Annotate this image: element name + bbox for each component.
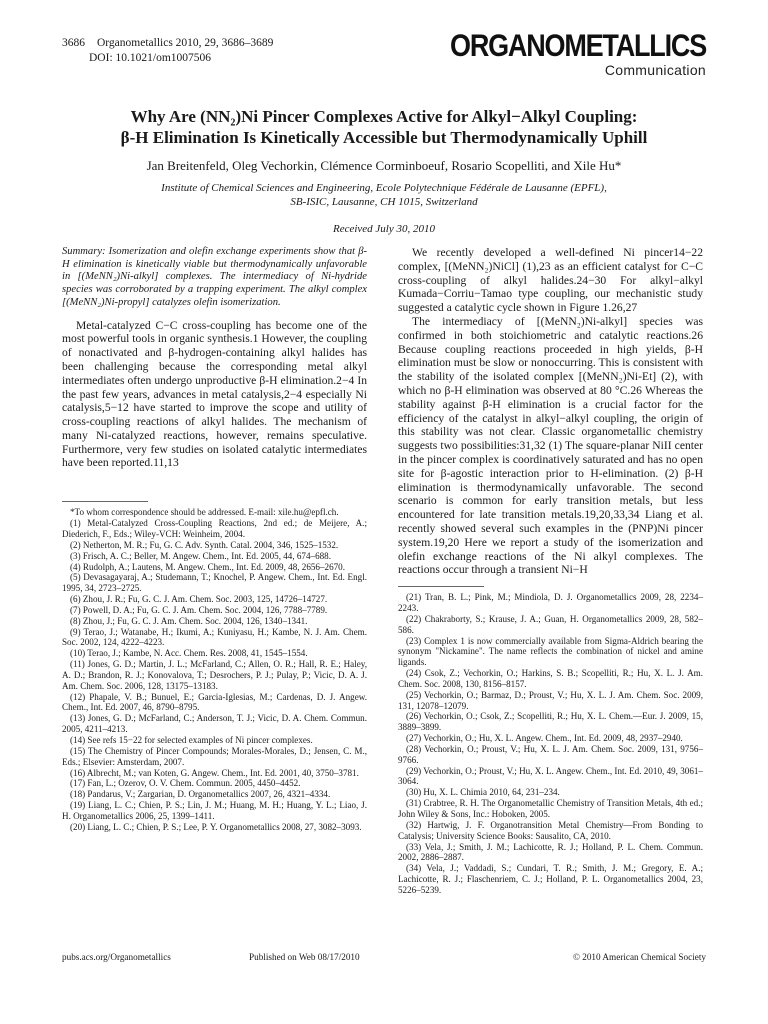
- reference-entry: (27) Vechorkin, O.; Hu, X. L. Angew. Chem., Int. Ed. 2009, 48, 2937–2940.: [406, 733, 683, 744]
- reference-entry: (8) Zhou, J.; Fu, G. C. J. Am. Chem. Soc. 2004, 126, 1340–1341.: [70, 615, 308, 626]
- body-text-right: [398, 246, 703, 577]
- reference-entry: (14) See refs 15−22 for selected examples of Ni pincer complexes.: [70, 735, 313, 745]
- title-line-2: β-H Elimination Is Kinetically Accessible but Thermodynamically Uphill: [120, 128, 648, 147]
- publication-date: Published on Web 08/17/2010: [249, 952, 360, 962]
- copyright-notice: © 2010 American Chemical Society: [572, 952, 706, 962]
- doi: DOI: 10.1021/om1007506: [89, 52, 212, 64]
- body-paragraph: Metal-catalyzed C−C cross-coupling has become one of the most powerful tools in organic synthesis.1 However, the coupling of nonactivated and β-hydrogen-containing alkyl halides has been challenging because the corresponding metal alkyl intermediates often undergo unproductive β-H elimination.2−4 In the past few years, advances in metal catalysis,2−4 especially Ni catalysis,5−12 have started to improve the scope and utility of cross-coupling reactions of alkyl halides. The mechanism of many Ni-catalyzed reactions, however, remains speculative. Furthermore, very few studies on isolated catalytic intermediates have been reported.11,13: [62, 318, 367, 470]
- reference-entry: (26) Vechorkin, O.; Csok, Z.; Scopelliti, R.; Hu, X. L. Chem.—Eur. J. 2009, 15, 3889–3899.: [398, 711, 703, 733]
- reference-entry: (13) Jones, G. D.; McFarland, C.; Anderson, T. J.; Vicic, D. A. Chem. Commun. 2005, 4211–4213.: [62, 713, 367, 735]
- body-paragraph: The intermediacy of [(MeNN₂)Ni-alkyl] species was confirmed in both stoichiometric and catalytic reactions.26 Because coupling reactions proceeded in high yields, β-H elimination must be slow or nonoccurring. This is consistent with the stability of the isolated complex [(MeNN₂)Ni-Et] (2), with which no β-H elimination was observed at 80 °C.26 Whereas the stability against β-H elimination is a crucial factor for the efficiency of the catalyst in alkyl−alkyl coupling, the origin of this stability was not clear. Classic organometallic chemistry suggests two possibilities:31,32 (1) The square-planar NiII center in the pincer complex is coordinatively saturated and has no open site for β-agostic interaction prior to H-elimination. (2) β-H elimination is thermodynamically unfavorable. The second scenario is common for early transition metals, but less encountered for late transition metals.19,20,33,34 Liang et al. recently showed several such examples in the (PNP)Ni pincer system.19,20 Here we report a study of the isomerization and olefin exchange reactions of the Ni alkyl complexes. The reactions occur through a transient Ni−H: [398, 314, 703, 577]
- left-column: [62, 246, 367, 833]
- reference-entry: (16) Albrecht, M.; van Koten, G. Angew. Chem., Int. Ed. 2001, 40, 3750–3781.: [70, 767, 359, 778]
- reference-entry: (28) Vechorkin, O.; Proust, V.; Hu, X. L. J. Am. Chem. Soc. 2009, 131, 9756–9766.: [398, 743, 703, 765]
- reference-entry: (18) Pandarus, V.; Zargarian, D. Organometallics 2007, 26, 4321–4334.: [70, 789, 331, 800]
- reference-entry: (20) Liang, L. C.; Chien, P. S.; Lee, P. Y. Organometallics 2008, 27, 3082–3093.: [70, 821, 362, 832]
- reference-entry: (33) Vela, J.; Smith, J. M.; Lachicotte, R. J.; Holland, P. L. Chem. Commun. 2002, 2886–2887.: [398, 841, 703, 863]
- reference-entry: (32) Hartwig, J. F. Organotransition Metal Chemistry—From Bonding to Catalysis; University Science Books: Sausalito, CA, 2010.: [398, 819, 703, 841]
- reference-entry: (4) Rudolph, A.; Lautens, M. Angew. Chem., Int. Ed. 2009, 48, 2656–2670.: [70, 561, 345, 572]
- reference-entry: (12) Phapale, V. B.; Bunuel, E.; Garcia-Iglesias, M.; Cardenas, D. J. Angew. Chem., Int. Ed. 2007, 46, 8790–8795.: [62, 691, 367, 713]
- running-header: [62, 36, 273, 66]
- reference-entry: (9) Terao, J.; Watanabe, H.; Ikumi, A.; Kuniyasu, H.; Kambe, N. J. Am. Chem. Soc. 2002, 124, 4222–4223.: [62, 626, 367, 648]
- journal-citation: Organometallics 2010, 29, 3686–3689: [97, 37, 274, 49]
- reference-entry: (15) The Chemistry of Pincer Compounds; Morales-Morales, D.; Jensen, C. M., Eds.; Elsevier: Amsterdam, 2007.: [62, 745, 367, 767]
- reference-entry: (31) Crabtree, R. H. The Organometallic Chemistry of Transition Metals, 4th ed.; John Wiley & Sons, Inc.: Hoboken, 2005.: [398, 798, 703, 819]
- reference-entry: (10) Terao, J.; Kambe, N. Acc. Chem. Res. 2008, 41, 1545–1554.: [70, 648, 308, 659]
- footnote-divider: [398, 586, 484, 587]
- body-paragraph: We recently developed a well-defined Ni pincer14−22 complex, [(MeNN₂)NiCl] (1),23 as an efficient catalyst for C−C cross-coupling of alkyl halides.24−30 For alkyl−alkyl Kumada−Corriu−Tamao type coupling, our mechanistic study suggested a catalytic cycle shown in Figure 1.26,27: [398, 246, 703, 315]
- body-text-left: [62, 319, 367, 471]
- reference-entry: (24) Csok, Z.; Vechorkin, O.; Harkins, S. B.; Scopelliti, R.; Hu, X. L. J. Am. Chem. Soc. 2008, 130, 8156–8157.: [398, 668, 703, 689]
- title-line-1: Why Are (NN₂)Ni Pincer Complexes Active for Alkyl−Alkyl Coupling:: [130, 107, 638, 126]
- affiliation-line-1: Institute of Chemical Sciences and Engineering, Ecole Polytechnique Fédérale de Lausanne (EPFL),: [161, 182, 607, 194]
- reference-entry: (11) Jones, G. D.; Martin, J. L.; McFarland, C.; Allen, O. R.; Hall, R. E.; Haley, A. D.; Brandon, R. J.; Konovalova, T.; Desrochers, P. J.; Pulay, P.; Vicic, D. A. J. Am. Chem. Soc. 2006, 128, 13175–13183.: [62, 659, 367, 691]
- reference-entry: (3) Frisch, A. C.; Beller, M. Angew. Chem., Int. Ed. 2005, 44, 674–688.: [70, 550, 331, 561]
- journal-logo: [450, 28, 706, 79]
- affiliation: [60, 182, 708, 209]
- reference-entry: *To whom correspondence should be addressed. E-mail: xile.hu@epfl.ch.: [70, 507, 339, 518]
- footnote-divider: [62, 501, 148, 502]
- reference-list-left: [62, 507, 367, 832]
- reference-entry: (30) Hu, X. L. Chimia 2010, 64, 231–234.: [406, 787, 560, 798]
- logo-wordmark: ORGANOMETALLICS: [450, 28, 706, 64]
- reference-entry: (5) Devasagayaraj, A.; Studemann, T.; Knochel, P. Angew. Chem., Int. Ed. Engl. 1995, 34, 2723–2725.: [62, 572, 367, 594]
- reference-entry: (17) Fan, L.; Ozerov, O. V. Chem. Commun. 2005, 4450–4452.: [70, 778, 301, 789]
- reference-entry: (1) Metal-Catalyzed Cross-Coupling Reactions, 2nd ed.; de Meijere, A.; Diederich, F., Eds.; Wiley-VCH: Weinheim, 2004.: [62, 518, 367, 539]
- reference-list-right: [398, 592, 703, 896]
- reference-entry: (23) Complex 1 is now commercially available from Sigma-Aldrich bearing the synonym "Nickamine". The name reflects the combination of nickel and amine ligands.: [398, 635, 703, 668]
- reference-entry: (22) Chakraborty, S.; Krause, J. A.; Guan, H. Organometallics 2009, 28, 582–586.: [398, 613, 703, 635]
- reference-entry: (2) Netherton, M. R.; Fu, G. C. Adv. Synth. Catal. 2004, 346, 1525–1532.: [70, 539, 339, 550]
- journal-website: pubs.acs.org/Organometallics: [62, 952, 171, 962]
- reference-entry: (19) Liang, L. C.; Chien, P. S.; Lin, J. M.; Huang, M. H.; Huang, Y. L.; Liao, J. H. Organometallics 2006, 25, 1399–1411.: [62, 800, 367, 821]
- reference-entry: (25) Vechorkin, O.; Barmaz, D.; Proust, V.; Hu, X. L. J. Am. Chem. Soc. 2009, 131, 12078–12079.: [398, 689, 703, 711]
- summary-abstract: Summary: Isomerization and olefin exchange experiments show that β-H elimination is kinetically viable but thermodynamically unfavorable in [(MeNN₂)Ni-alkyl] complexes. The intermediacy of Ni-hydride species was corroborated by a trapping experiment. The alkyl complex [(MeNN₂)Ni-propyl] catalyzes olefin isomerization.: [62, 246, 367, 308]
- author-list: Jan Breitenfeld, Oleg Vechorkin, Clémence Corminboeuf, Rosario Scopelliti, and Xile Hu*: [146, 158, 622, 173]
- reference-entry: (6) Zhou, J. R.; Fu, G. C. J. Am. Chem. Soc. 2003, 125, 14726–14727.: [70, 594, 328, 605]
- page-number: 3686: [62, 37, 85, 49]
- received-date: Received July 30, 2010: [332, 223, 435, 235]
- article-title: [60, 106, 708, 148]
- reference-entry: (29) Vechorkin, O.; Proust, V.; Hu, X. L. Angew. Chem., Int. Ed. 2010, 49, 3061–3064.: [398, 765, 703, 787]
- reference-entry: (7) Powell, D. A.; Fu, G. C. J. Am. Chem. Soc. 2004, 126, 7788–7789.: [70, 604, 328, 615]
- article-type: Communication: [604, 62, 706, 78]
- affiliation-line-2: SB-ISIC, Lausanne, CH 1015, Switzerland: [290, 195, 478, 208]
- reference-entry: (34) Vela, J.; Vaddadi, S.; Cundari, T. R.; Smith, J. M.; Gregory, E. A.; Lachicotte, R. J.; Flaschenriem, C. J.; Holland, P. L. Organometallics 2004, 23, 5226–5239.: [398, 863, 703, 895]
- right-column: [398, 246, 703, 896]
- reference-entry: (21) Tran, B. L.; Pink, M.; Mindiola, D. J. Organometallics 2009, 28, 2234–2243.: [398, 592, 703, 613]
